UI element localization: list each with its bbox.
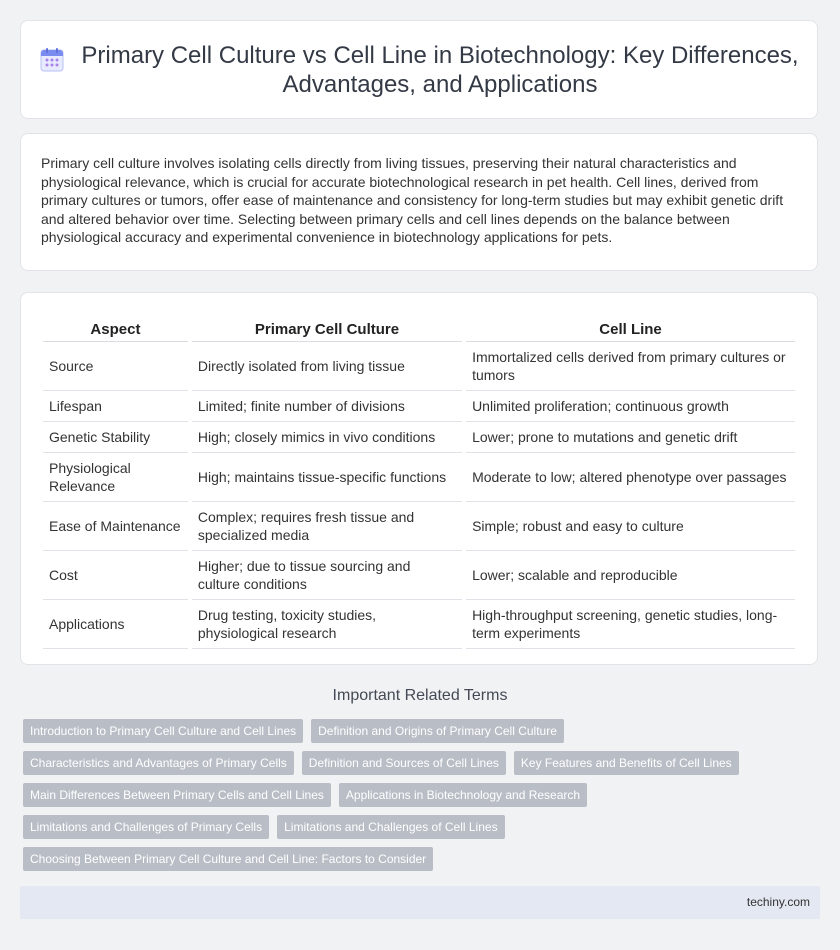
- intro-card: [20, 133, 818, 271]
- comparison-table: [39, 313, 799, 649]
- table-row: [43, 502, 795, 551]
- tag-row: [23, 783, 813, 807]
- tag-row: [23, 815, 813, 839]
- related-term-tag[interactable]: Choosing Between Primary Cell Culture and Cell Line: Factors to Consider: [23, 847, 433, 871]
- cell-line: Simple; robust and easy to culture: [466, 502, 795, 551]
- header-aspect: Aspect: [43, 313, 188, 342]
- cell-aspect: Applications: [43, 600, 188, 649]
- cell-primary: Drug testing, toxicity studies, physiological research: [192, 600, 462, 649]
- table-row: [43, 342, 795, 391]
- related-term-tag[interactable]: Introduction to Primary Cell Culture and Cell Lines: [23, 719, 303, 743]
- page-title: Primary Cell Culture vs Cell Line in Biotechnology: Key Differences, Advantages, and Applications: [81, 41, 799, 98]
- table-row: [43, 422, 795, 453]
- cell-primary: High; closely mimics in vivo conditions: [192, 422, 462, 453]
- related-term-tag[interactable]: Limitations and Challenges of Cell Lines: [277, 815, 504, 839]
- related-terms-tags: [23, 719, 813, 879]
- footer-site-link[interactable]: techiny.com: [746, 895, 810, 909]
- header-cell-line: Cell Line: [466, 313, 795, 342]
- table-row: [43, 551, 795, 600]
- table-header-row: [43, 313, 795, 342]
- related-term-tag[interactable]: Definition and Origins of Primary Cell Culture: [311, 719, 564, 743]
- related-term-tag[interactable]: Key Features and Benefits of Cell Lines: [514, 751, 739, 775]
- related-term-tag[interactable]: Definition and Sources of Cell Lines: [302, 751, 506, 775]
- cell-primary: Complex; requires fresh tissue and specialized media: [192, 502, 462, 551]
- cell-aspect: Source: [43, 342, 188, 391]
- cell-line: Unlimited proliferation; continuous growth: [466, 391, 795, 422]
- table-row: [43, 600, 795, 649]
- related-term-tag[interactable]: Applications in Biotechnology and Research: [339, 783, 587, 807]
- cell-line: Moderate to low; altered phenotype over passages: [466, 453, 795, 502]
- cell-primary: Limited; finite number of divisions: [192, 391, 462, 422]
- cell-primary: High; maintains tissue-specific functions: [192, 453, 462, 502]
- cell-line: Lower; prone to mutations and genetic drift: [466, 422, 795, 453]
- cell-primary: Directly isolated from living tissue: [192, 342, 462, 391]
- related-term-tag[interactable]: Limitations and Challenges of Primary Cells: [23, 815, 269, 839]
- cell-line: High-throughput screening, genetic studies, long-term experiments: [466, 600, 795, 649]
- cell-aspect: Cost: [43, 551, 188, 600]
- cell-line: Lower; scalable and reproducible: [466, 551, 795, 600]
- title-row: [39, 41, 799, 99]
- footer-bar: [20, 886, 820, 919]
- related-term-tag[interactable]: Main Differences Between Primary Cells and Cell Lines: [23, 783, 331, 807]
- comparison-table-card: [20, 292, 818, 665]
- cell-aspect: Lifespan: [43, 391, 188, 422]
- cell-aspect: Physiological Relevance: [43, 453, 188, 502]
- cell-aspect: Genetic Stability: [43, 422, 188, 453]
- tag-row: [23, 751, 813, 775]
- tag-row: [23, 719, 813, 743]
- table-row: [43, 453, 795, 502]
- title-card: [20, 20, 818, 119]
- intro-paragraph: Primary cell culture involves isolating cells directly from living tissues, preserving their natural characteristics and physiological relevance, which is crucial for accurate biotechnological research in pet health. Cell lines, derived from primary cultures or tumors, offer ease of maintenance and consistency for long-term studies but may exhibit genetic drift and altered behavior over time. Selecting between primary cells and cell lines depends on the balance between physiological accuracy and experimental convenience in biotechnology applications for pets.: [41, 155, 784, 246]
- cell-aspect: Ease of Maintenance: [43, 502, 188, 551]
- related-terms-heading: Important Related Terms: [332, 687, 508, 704]
- table-row: [43, 391, 795, 422]
- tag-row: [23, 847, 813, 871]
- cell-primary: Higher; due to tissue sourcing and culture conditions: [192, 551, 462, 600]
- calendar-icon: [39, 47, 65, 73]
- header-primary-cell-culture: Primary Cell Culture: [192, 313, 462, 342]
- related-term-tag[interactable]: Characteristics and Advantages of Primary Cells: [23, 751, 294, 775]
- cell-line: Immortalized cells derived from primary cultures or tumors: [466, 342, 795, 391]
